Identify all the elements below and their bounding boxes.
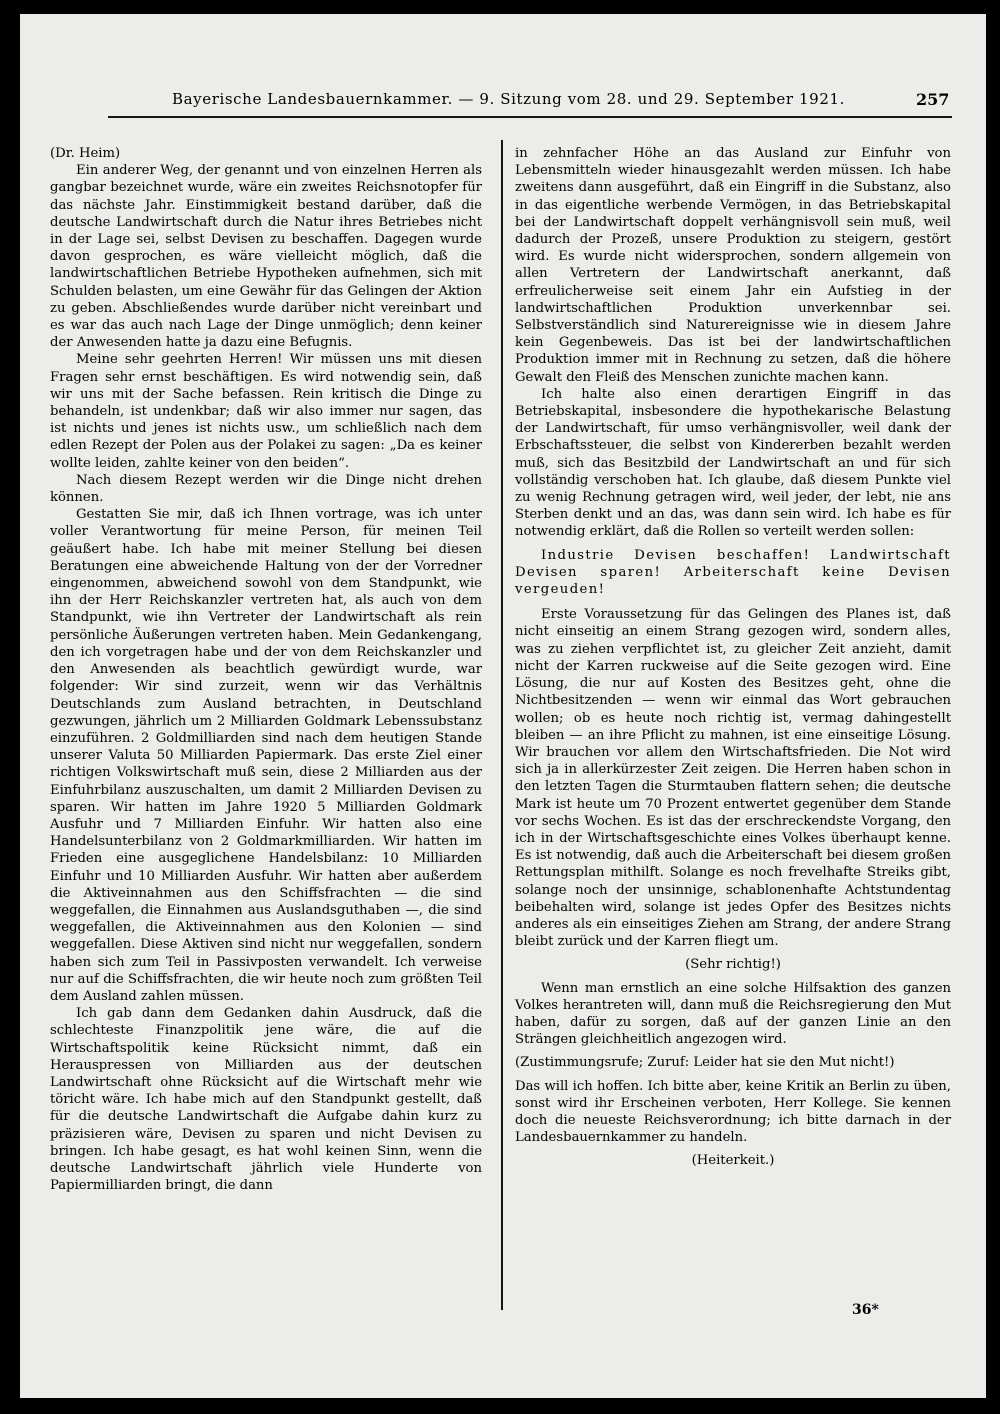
running-head: Bayerische Landesbauernkammer. — 9. Sitzung vom 28. und 29. September 1921. [172,90,845,108]
interjection: (Sehr richtig!) [685,957,781,973]
paragraph: Nach diesem Rezept werden wir die Dinge nicht drehen können. [50,472,482,506]
right-column [515,145,951,1176]
left-column [50,145,482,1194]
paragraph: Wenn man ernstlich an eine solche Hilfsaktion des ganzen Volkes herantreten will, dann muß die Reichsregierung den Mut haben, dafür zu sorgen, daß auf der ganzen Linie an den Strängen gleichheitlich angezogen wird. [515,980,951,1048]
paragraph: in zehnfacher Höhe an das Ausland zur Einfuhr von Lebensmitteln wieder hinausgezahlt werden müssen. Ich habe zweitens dann ausgeführt, daß ein Eingriff in die Substanz, also in das eigentliche werbende Vermögen, in das Betriebskapital bei der Landwirtschaft doppelt verhängnisvoll sein muß, weil dadurch der Prozeß, unsere Produktion zu steigern, gestört wird. Es wurde nicht widersprochen, sondern allgemein von allen Vertretern der Landwirtschaft anerkannt, daß erfreulicherweise seit einem Jahr ein Aufstieg in der landwirtschaftlichen Produktion unverkennbar sei. Selbstverständlich sind Naturereignisse wie in diesem Jahre kein Gegenbeweis. Das ist bei der landwirtschaftlichen Produktion immer mit in Rechnung zu setzen, daß die höhere Gewalt den Fleiß des Menschen zunichte machen kann. [515,146,951,385]
interjection: (Heiterkeit.) [691,1153,775,1169]
paragraph: Gestatten Sie mir, daß ich Ihnen vortrage, was ich unter voller Verantwortung für meine Person, für meinen Teil geäußert habe. Ich habe mit meiner Stellung bei diesen Beratungen eine abweichende Haltung von der der Vorredner eingenommen, abweichend sowohl von dem Standpunkt, wie ihn der Herr Reichskanzler vertreten hat, als auch von dem Standpunkt, wie ihn Vertreter der Landwirtschaft als rein persönliche Äußerungen vertreten haben. Mein Gedankengang, den ich vorgetragen habe und der von dem Reichskanzler und den Anwesenden als beachtlich gewürdigt wurde, war folgender: Wir sind zurzeit, wenn wir das Verhältnis Deutschlands zum Ausland betrachten, in Deutschland gezwungen, jährlich um 2 Milliarden Goldmark Lebenssubstanz einzuführen. 2 Goldmilliarden sind nach dem heutigen Stande unserer Valuta 50 Milliarden Papiermark. Das erste Ziel einer richtigen Volkswirtschaft muß sein, diese 2 Milliarden aus der Einfuhrbilanz auszuschalten, um damit 2 Milliarden Devisen zu sparen. Wir hatten im Jahre 1920 5 Milliarden Goldmark Ausfuhr und 7 Milliarden Einfuhr. Wir hatten also eine Handelsunterbilanz von 2 Goldmarkmilliarden. Wir hatten im Frieden eine ausgeglichene Handelsbilanz: 10 Milliarden Einfuhr und 10 Milliarden Ausfuhr. Wir hatten aber außerdem die Aktiveinnahmen aus den Schiffsfrachten — die sind weggefallen, die Einnahmen aus Auslandsguthaben —, die sind weggefallen, die Aktiveinnahmen aus den Kolonien — sind weggefallen. Diese Aktiven sind nicht nur weggefallen, sondern haben sich zum Teil in Passivposten verwandelt. Ich verweise nur auf die Schiffsfrachten, die wir heute noch zum größten Teil dem Ausland zahlen müssen. [50,507,482,1004]
paragraph: Ich halte also einen derartigen Eingriff in das Betriebskapital, insbesondere die hypothekarische Belastung der Landwirtschaft, für umso verhängnisvoller, weil dank der Erbschaftssteuer, die selbst von Kindererben bezahlt werden muß, sich das Besitzbild der Landwirtschaft an und für sich vollständig verschoben hat. Ich glaube, daß diesem Punkte viel zu wenig Rechnung getragen wird, weil jeder, der lebt, nie ans Sterben denkt und an das, was dann sein wird. Ich habe es für notwendig erklärt, daß die Rollen so verteilt werden sollen: [515,386,951,540]
column-divider [501,140,503,1310]
header-rule [108,116,952,118]
signature-mark: 36* [852,1302,879,1318]
paragraph: Ein anderer Weg, der genannt und von einzelnen Herren als gangbar bezeichnet wurde, wäre ein zweites Reichsnotopfer für das nächste Jahr. Einstimmigkeit bestand darüber, daß die deutsche Landwirtschaft durch die Natur ihres Betriebes nicht in der Lage sei, selbst Devisen zu beschaffen. Dagegen wurde davon gesprochen, es wäre vielleicht möglich, daß die landwirtschaftlichen Betriebe Hypotheken aufnehmen, sich mit Schulden belasten, um eine Gewähr für das Gelingen der Aktion zu geben. Abschließendes wurde darüber nicht vereinbart und es war das auch nach Lage der Dinge unmöglich; denn keiner der Anwesenden hatte ja dazu eine Befugnis. [50,163,482,351]
motto: Industrie Devisen beschaffen! Landwirtschaft Devisen sparen! Arbeiterschaft keine Devisen vergeuden! [515,547,951,598]
paragraph: Ich gab dann dem Gedanken dahin Ausdruck, daß die schlechteste Finanzpolitik jene wäre, die auf die Wirtschaftspolitik keine Rücksicht nimmt, daß ein Herauspressen von Milliarden aus der deutschen Landwirtschaft ohne Rücksicht auf die Wirtschaft mehr wie töricht wäre. Ich habe mich auf den Standpunkt gestellt, daß für die deutsche Landwirtschaft die Aufgabe dahin kurz zu präzisieren wäre, Devisen zu sparen und nicht Devisen zu bringen. Ich habe gesagt, es hat wohl keinen Sinn, wenn die deutsche Landwirtschaft jährlich viele Hunderte von Papiermilliarden bringt, die dann [50,1006,482,1194]
page-number: 257 [916,90,950,109]
paragraph: Das will ich hoffen. Ich bitte aber, keine Kritik an Berlin zu üben, sonst wird ihr Erscheinen verboten, Herr Kollege. Sie kennen doch die neueste Reichsverordnung; ich bitte darnach in der Landesbauernkammer zu handeln. [515,1078,951,1146]
paragraph: Meine sehr geehrten Herren! Wir müssen uns mit diesen Fragen sehr ernst beschäftigen. Es wird notwendig sein, daß wir uns mit der Sache befassen. Rein kritisch die Dinge zu behandeln, ist undenkbar; daß wir also immer nur sagen, das ist nichts und jenes ist nichts usw., um schließlich nach dem edlen Rezept der Polen aus der Polakei zu sagen: „Da es keiner wollte leiden, zahlte keiner von den beiden“. [50,352,482,471]
speaker-label: (Dr. Heim) [50,146,121,161]
page-header [0,90,1000,120]
interjection: (Zustimmungsrufe; Zuruf: Leider hat sie den Mut nicht!) [515,1055,895,1071]
paragraph: Erste Voraussetzung für das Gelingen des Planes ist, daß nicht einseitig an einem Strang gezogen wird, sondern alles, was zu ziehen verpflichtet ist, zu gleicher Zeit anzieht, damit nicht der Karren ruckweise auf die Seite gezogen wird. Eine Lösung, die nur auf Kosten des Besitzes geht, ohne die Nichtbesitzenden — wenn wir einmal das Wort gebrauchen wollen; ob es heute noch richtig ist, vermag dahingestellt bleiben — an ihre Pflicht zu mahnen, ist eine einseitige Lösung. Wir brauchen vor allem den Wirtschaftsfrieden. Die Not wird sich ja in allerkürzester Zeit zeigen. Die Herren haben schon in den letzten Tagen die Sturmtauben flattern sehen; die deutsche Mark ist heute um 70 Prozent entwertet gegenüber dem Stande vor sechs Wochen. Es ist das der erschreckendste Vorgang, den ich in der Wirtschaftsgeschichte eines Volkes überhaupt kenne. Es ist notwendig, daß auch die Arbeiterschaft bei diesem großen Rettungsplan mithilft. Solange es noch frevelhafte Streiks gibt, solange noch der unsinnige, schablonenhafte Achtstundentag beibehalten wird, solange ist jedes Opfer des Besitzes nichts anderes als ein einseitiges Ziehen am Strang, der andere Strang bleibt zurück und der Karren fliegt um. [515,607,951,950]
